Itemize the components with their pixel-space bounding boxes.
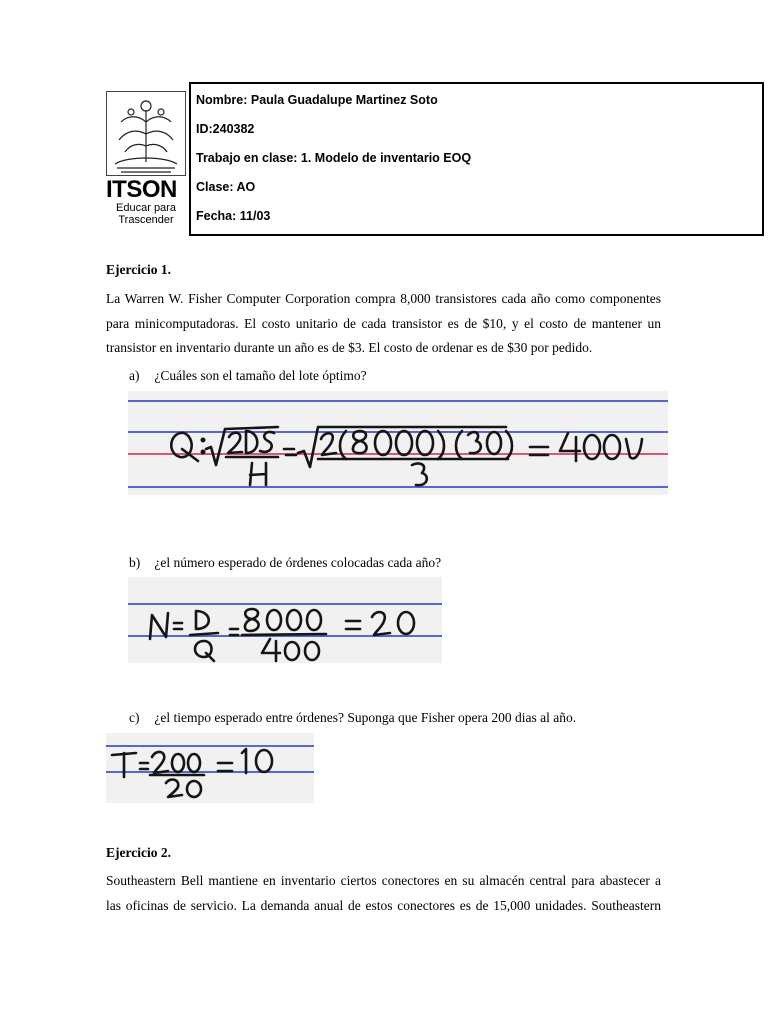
logo-wordmark: ITSON: [106, 176, 177, 203]
student-id: ID:240382: [196, 122, 255, 136]
question-a-label: a): [129, 368, 140, 383]
handwritten-answer-c: [106, 733, 314, 803]
assignment-title: Trabajo en clase: 1. Modelo de inventario EOQ: [196, 151, 472, 165]
itson-logo: [106, 91, 186, 226]
ejercicio2-heading: Ejercicio 2.: [106, 845, 171, 860]
ejercicio2-line1: Southeastern Bell mantiene en inventario ciertos conectores en su almacén central para abastecer a: [106, 873, 661, 888]
question-a: [129, 368, 367, 384]
date: Fecha: 11/03: [196, 209, 271, 223]
question-b-label: b): [129, 555, 141, 570]
question-b: [129, 555, 441, 571]
logo-emblem-icon: [106, 91, 186, 176]
handwritten-answer-b: [128, 577, 442, 663]
logo-motto-line1: Educar para: [116, 202, 176, 214]
ejercicio1-heading: Ejercicio 1.: [106, 262, 171, 277]
student-info-box: [189, 82, 764, 236]
handwritten-answer-a: [128, 391, 668, 495]
class-name: Clase: AO: [196, 180, 256, 194]
student-name: Nombre: Paula Guadalupe Martinez Soto: [196, 93, 438, 107]
question-a-text: ¿Cuáles son el tamaño del lote óptimo?: [154, 368, 367, 383]
ejercicio2-line2: las oficinas de servicio. La demanda anual de estos conectores es de 15,000 unidades. Southeastern: [106, 898, 661, 913]
question-c-text: ¿el tiempo esperado entre órdenes? Suponga que Fisher opera 200 dias al año.: [154, 710, 577, 725]
question-b-text: ¿el número esperado de órdenes colocadas cada año?: [154, 555, 442, 570]
question-c: [129, 710, 576, 726]
ejercicio1-paragraph: La Warren W. Fisher Computer Corporation compra 8,000 transistores cada año como componentes para minicomputadoras. El costo unitario de cada transistor es de $10, y el costo de mantener un transistor en inventario durante un año es de $3. El costo de ordenar es de $30 por pedido.: [106, 291, 661, 355]
question-c-label: c): [129, 710, 140, 725]
logo-motto-line2: Trascender: [118, 214, 174, 226]
